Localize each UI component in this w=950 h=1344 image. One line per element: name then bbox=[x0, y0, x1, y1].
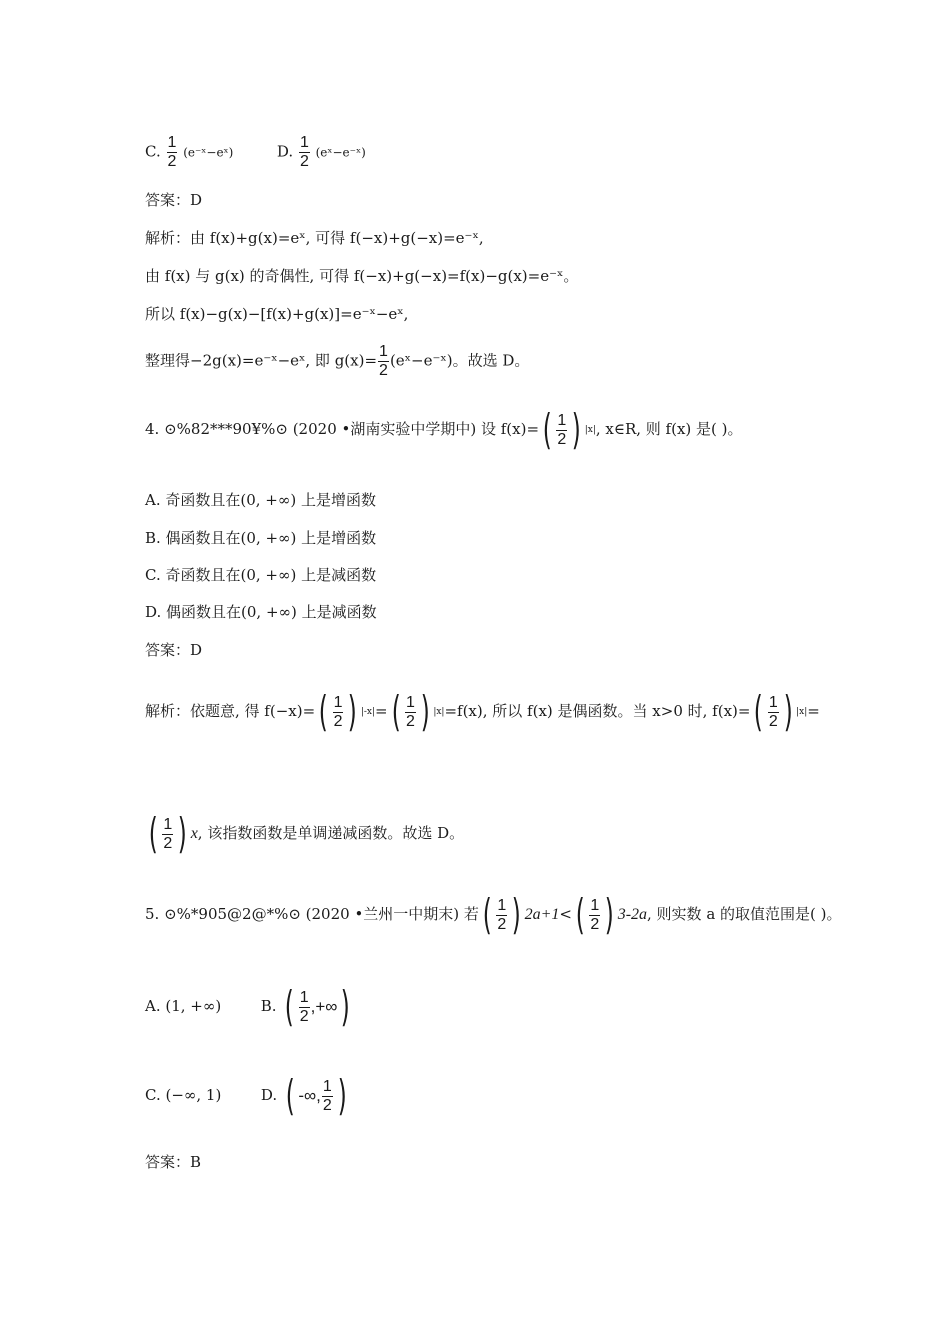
q3-answer: 答案：D bbox=[145, 191, 203, 209]
option-d-expr: (eˣ−e⁻ˣ) bbox=[315, 145, 366, 160]
q4-option-a: A. 奇函数且在(0, +∞) 上是增函数 bbox=[145, 491, 376, 509]
q5-option-c: C. (−∞, 1) bbox=[145, 1086, 222, 1104]
option-d-label: D. bbox=[276, 142, 294, 161]
fraction-half: $\frac{1}{2}$ bbox=[167, 134, 177, 170]
paren-half: ( $\frac{1}{2}$ ) |x| bbox=[542, 405, 596, 454]
q5-options-ab bbox=[145, 982, 354, 1031]
q4-option-b: B. 偶函数且在(0, +∞) 上是增函数 bbox=[145, 529, 377, 547]
q4-stem-a: 4. ⊙%82***90¥%⊙ (2020 •湖南实验中学期中) 设 f(x)= bbox=[145, 420, 540, 438]
paren-half: ( $\frac{1}{2}$ ) |x| bbox=[391, 687, 445, 736]
q4-option-d: D. 偶函数且在(0, +∞) 上是减函数 bbox=[145, 603, 377, 621]
equals-sign: = bbox=[807, 702, 820, 720]
q5-option-b-label: B. bbox=[260, 997, 277, 1015]
paren-half: ( $\frac{1}{2}$ ) 3-2a bbox=[575, 890, 648, 939]
q5-option-a: A. (1, +∞) bbox=[145, 997, 222, 1015]
q4-analysis-line-2 bbox=[145, 809, 465, 858]
option-c-expr: (e⁻ˣ−eˣ) bbox=[183, 145, 234, 160]
q5-stem-b: , 则实数 a 的取值范围是( )。 bbox=[647, 905, 842, 923]
q3-analysis-line-4 bbox=[145, 343, 529, 380]
q4-analysis-d: , 该指数函数是单调递减函数。故选 D。 bbox=[197, 824, 465, 842]
q3-analysis-line-3: 所以 f(x)−g(x)−[f(x)+g(x)]=e⁻ˣ−eˣ, bbox=[145, 305, 409, 323]
q4-analysis-a: 解析：依题意, 得 f(−x)= bbox=[145, 702, 316, 720]
q4-stem-b: , x∈R, 则 f(x) 是( )。 bbox=[595, 420, 743, 438]
paren-half: ( $\frac{1}{2}$ ) 2a+1 bbox=[482, 890, 560, 939]
q4-analysis-line-1 bbox=[145, 687, 820, 736]
q5-stem bbox=[145, 890, 842, 939]
paren-half: ( $\frac{1}{2}$ ) |-x| bbox=[318, 687, 376, 736]
fraction-half: $\frac{1}{2}$ bbox=[379, 343, 388, 379]
q3-analysis-4a: 整理得−2g(x)=e⁻ˣ−eˣ, 即 g(x)= bbox=[145, 351, 378, 370]
q5-options-cd bbox=[145, 1071, 350, 1120]
q5-stem-a: 5. ⊙%*905@2@*%⊙ (2020 •兰州一中期末) 若 bbox=[145, 905, 479, 923]
q3-options-row bbox=[145, 134, 366, 171]
less-than: < bbox=[559, 905, 572, 923]
q5-answer: 答案：B bbox=[145, 1153, 202, 1171]
q4-stem bbox=[145, 405, 743, 454]
q4-answer: 答案：D bbox=[145, 641, 203, 659]
q4-option-c: C. 奇函数且在(0, +∞) 上是减函数 bbox=[145, 566, 377, 584]
q3-analysis-line-2: 由 f(x) 与 g(x) 的奇偶性, 可得 f(−x)+g(−x)=f(x)−g(x)=e⁻ˣ。 bbox=[145, 267, 579, 285]
q4-analysis-b: =f(x), 所以 f(x) 是偶函数。当 x>0 时, f(x)= bbox=[444, 702, 751, 720]
option-c-label: C. bbox=[145, 142, 161, 161]
q3-analysis-line-1: 解析：由 f(x)+g(x)=eˣ, 可得 f(−x)+g(−x)=e⁻ˣ, bbox=[145, 229, 484, 247]
paren-half: ( $\frac{1}{2}$ ) |x| bbox=[754, 687, 808, 736]
q3-analysis-4b: (eˣ−e⁻ˣ)。故选 D。 bbox=[389, 351, 530, 370]
q5-option-d-label: D. bbox=[260, 1086, 278, 1104]
equals-sign: = bbox=[375, 702, 388, 720]
paren-half: ( $\frac{1}{2}$ ) x bbox=[148, 809, 198, 858]
fraction-half: $\frac{1}{2}$ bbox=[299, 134, 309, 170]
paren-interval: ( -∞, $\frac{1}{2}$ ) bbox=[285, 1071, 347, 1120]
paren-interval: ( $\frac{1}{2}$ ,+∞ ) bbox=[285, 982, 351, 1031]
